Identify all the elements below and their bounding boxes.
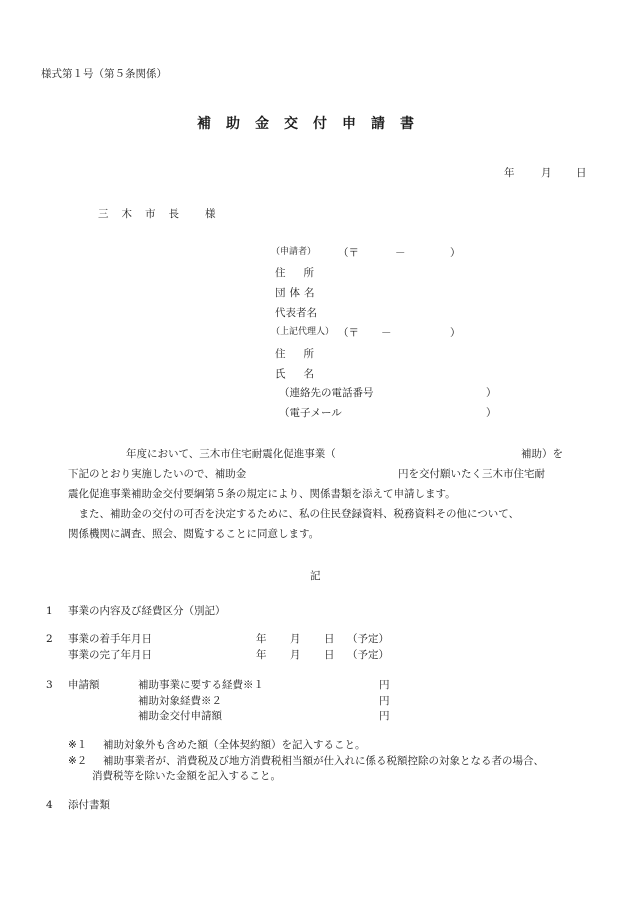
note2-mark: ※２ <box>68 755 88 767</box>
item4-text: 添付書類 <box>68 799 110 811</box>
agent-zip-close: ） <box>450 327 461 339</box>
item2-end-day: 日 <box>324 649 335 661</box>
applicant-zip-dash: － <box>395 247 406 259</box>
agent-name-label: 氏名 <box>275 368 332 380</box>
item3-label: 申請額 <box>68 679 100 691</box>
document-title: 補助金交付申請書 <box>197 116 429 132</box>
note2-text-cont: 消費税等を除いた金額を記入すること。 <box>92 770 281 782</box>
applicant-zip-close: ） <box>450 247 461 259</box>
note1-text: 補助対象外も含めた額（全体契約額）を記入すること。 <box>103 739 366 751</box>
addressee-honorific: 様 <box>205 208 216 220</box>
contact-email-label: （電子メール <box>279 407 342 419</box>
body-line3: 震化促進事業補助金交付要綱第５条の規定により、関係書類を添えて申請します。 <box>68 488 456 500</box>
item2-end-label: 事業の完了年月日 <box>68 649 152 661</box>
item1-text: 事業の内容及び経費区分（別記） <box>68 605 226 617</box>
contact-phone-close: ） <box>486 387 497 399</box>
body-line4: また、補助金の交付の可否を決定するために、私の住民登録資料、税務資料その他について、 <box>68 508 520 520</box>
date-year-label: 年 <box>504 167 515 179</box>
addressee: 三木市長 <box>98 208 192 220</box>
item3-row3-label: 補助金交付申請額 <box>138 710 222 722</box>
contact-email-close: ） <box>486 407 497 419</box>
applicant-rep-label: 代表者名 <box>275 307 317 319</box>
item2-start-year: 年 <box>256 633 267 645</box>
applicant-zip-prefix: （〒 <box>338 247 359 259</box>
applicant-address-label: 住所 <box>275 267 332 279</box>
body-line2-b: 円を交付願いたく三木市住宅耐 <box>398 468 545 480</box>
item4-number: 4 <box>46 799 53 811</box>
item3-row1-label: 補助事業に要する経費※１ <box>138 679 264 691</box>
body-line5: 関係機関に調査、照会、閲覧することに同意します。 <box>68 528 320 540</box>
item2-start-label: 事業の着手年月日 <box>68 633 152 645</box>
item2-end-month: 月 <box>290 649 301 661</box>
note1-mark: ※１ <box>68 739 88 751</box>
body-line2-a: 下記のとおり実施したいので、補助金 <box>68 468 247 480</box>
agent-zip-dash: － <box>381 327 392 339</box>
contact-phone-label: （連絡先の電話番号 <box>279 387 374 399</box>
item1-number: 1 <box>46 605 53 617</box>
date-day-label: 日 <box>576 167 587 179</box>
ki-heading: 記 <box>310 570 321 582</box>
date-month-label: 月 <box>541 167 552 179</box>
item3-row1-unit: 円 <box>379 679 390 691</box>
agent-label: （上記代理人） <box>271 327 335 337</box>
agent-zip-prefix: （〒 <box>338 327 359 339</box>
item3-row2-label: 補助対象経費※２ <box>138 695 222 707</box>
note2-text: 補助事業者が、消費税及び地方消費税相当額が仕入れに係る税額控除の対象となる者の場合、 <box>103 755 544 767</box>
item2-start-month: 月 <box>290 633 301 645</box>
item3-row3-unit: 円 <box>379 710 390 722</box>
item2-end-year: 年 <box>256 649 267 661</box>
applicant-label: （申請者） <box>271 247 317 257</box>
agent-address-label: 住所 <box>275 348 332 360</box>
item2-start-planned: （予定） <box>347 633 389 645</box>
item3-number: 3 <box>46 679 53 691</box>
body-line1-b: 補助）を <box>521 448 563 460</box>
item2-end-planned: （予定） <box>347 649 389 661</box>
body-line1-a: 年度において、三木市住宅耐震化促進事業（ <box>126 448 336 460</box>
item3-row2-unit: 円 <box>379 695 390 707</box>
item2-start-day: 日 <box>324 633 335 645</box>
applicant-org-label: 団体名 <box>275 287 319 299</box>
item2-number: 2 <box>46 633 53 645</box>
form-label: 様式第１号（第５条関係） <box>41 68 167 80</box>
